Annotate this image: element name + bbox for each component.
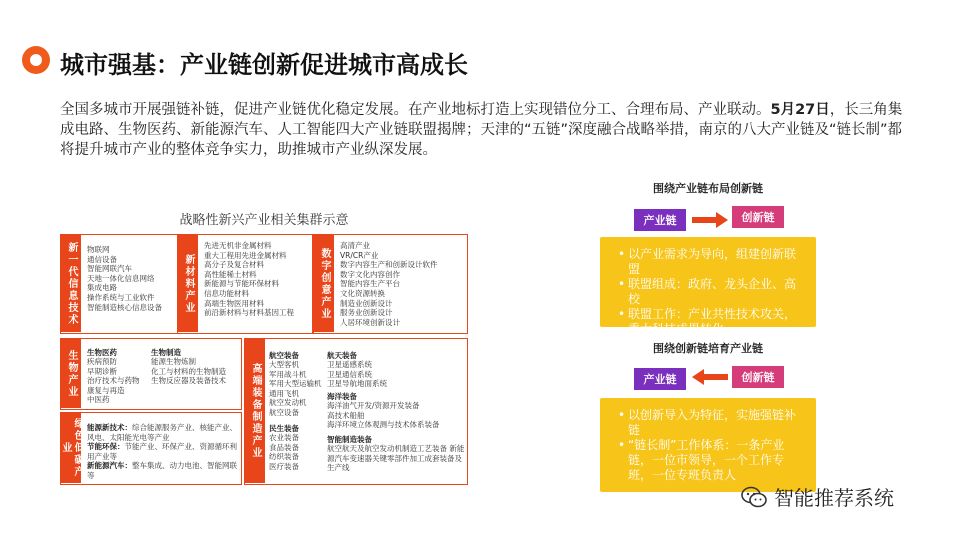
intro-paragraph [60,100,910,160]
top-chain-pill: 产业链 [634,209,686,231]
page-title: 城市强基：产业链创新促进城市高成长 [60,51,468,79]
equip-space-head: 航天装备 [327,351,357,360]
cluster-materials-items: 先进无机非金属材料 重大工程用先进金属材料 高分子及复合材料 高性能稀土材料 新能源与节能环保材料 信息功能材料 高端生物医用材料 前沿新材料与材料基因工程 [204,241,294,318]
title-bullet-icon [22,46,50,74]
cluster-equipment-tag: 高端装备制造产业 [245,339,265,483]
watermark [740,482,894,511]
top-bullet-1: • 以产业需求为导向，组建创新联盟 [618,247,804,277]
wechat-icon [740,485,768,509]
cluster-materials [177,234,313,334]
equip-civil-head: 民生装备 [269,424,299,433]
bottom-chain-pill: 产业链 [634,368,686,390]
bottom-bullet-2: • “链长制”工作体系：一条产业链，一位市领导，一个工作专班，一位专班负责人 [618,438,804,483]
right-bottom-title: 围绕创新链培育产业链 [653,342,763,355]
bottom-innovation-pill: 创新链 [732,366,784,388]
top-bullet-box [600,237,816,336]
intro-part2: ，长三角集成电路、生物医药、新能源汽车、人工智能四大产业链联盟揭牌；天津的“五链”深度融合战略举措，南京的八大产业链及“链长制”都将提升城市产业的整体竞争实力，助推城市产业纵深发展。 [60,102,903,158]
right-top-title: 围绕产业链布局创新链 [653,182,763,195]
equip-aviation: 大型客机 军用战斗机 军用大型运输机 通用飞机 航空发动机 航空设备 [269,360,322,417]
left-arrow-icon [690,367,730,387]
cluster-materials-tag: 新材料产业 [178,235,198,332]
equip-marine-head: 海洋装备 [327,392,357,401]
intro-part1: 全国多城市开展强链补链，促进产业链优化稳定发展。在产业地标打造上实现错位分工、合理布局、产业联动。 [60,102,771,118]
cluster-bio [60,338,242,410]
top-bullet-2: • 联盟组成：政府、龙头企业、高校 [618,277,804,307]
cluster-green [60,412,242,485]
cluster-creative [313,234,468,334]
equip-aviation-head: 航空装备 [269,351,299,360]
cluster-it [60,234,180,334]
equip-space: 卫星遥感系统 卫星通信系统 卫星导航地面系统 [327,360,387,389]
cluster-bio-col1-head: 生物医药 [87,348,117,357]
cluster-creative-items: 高清产业 VR/CR产业 数字内容生产和创新设计软件 数字文化内容创作 智能内容生产平台 文化资源转换 制造业创新设计 服务业创新设计 人居环境创新设计 [340,241,438,327]
equip-smart-head: 智能制造装备 [327,435,372,444]
equip-smart: 航空航天及航空发动机制造工艺装备 新能源汽车变速器关键零部件加工成套装备及生产线 [327,444,465,473]
cluster-green-tag: 绿色低碳产业 [61,413,81,483]
top-innovation-pill: 创新链 [732,206,784,228]
top-bullet-3: • 联盟工作：产业共性技术攻关，重大科技成果转化 [618,307,804,337]
cluster-green-text: 能源新技术：综合能源服务产业、核能产业、风电、太阳能光电等产业 节能环保：节能产业、环保产业、资源循环利用产业等 新能源汽车：整车集成、动力电池、智能网联等 [87,423,237,480]
equip-civil: 农业装备 食品装备 纺织装备 医疗装备 [269,433,299,471]
cluster-it-items: 物联网 通信设备 智能网联汽车 天地一体化信息网络 集成电路 操作系统与工业软件 智能制造核心信息设备 [87,245,162,312]
cluster-bio-col2-head: 生物制造 [151,348,181,357]
cluster-bio-col1: 疾病预防 早期诊断 治疗技术与药物 康复与再造 中医药 [87,357,140,405]
cluster-bio-tag: 生物产业 [61,339,81,408]
right-arrow-icon [690,210,730,230]
intro-date: 5月27日 [770,102,830,118]
diagram-title: 战略性新兴产业相关集群示意 [179,213,349,228]
cluster-it-tag: 新一代信息技术 [61,235,81,332]
cluster-bio-col2: 能源生物炼制 化工与材料的生物制造 生物反应器及装备技术 [151,357,226,386]
cluster-equipment [244,338,468,485]
bottom-bullet-1: • 以创新导入为特征，实施强链补链 [618,408,804,438]
cluster-creative-tag: 数字创意产业 [314,235,334,332]
watermark-text: 智能推荐系统 [774,486,894,510]
bottom-bullet-box [600,398,816,492]
equip-marine: 海洋油气开发/资源开发装备 高技术船舶 海洋环境立体观测与技术体系装备 [327,401,440,430]
